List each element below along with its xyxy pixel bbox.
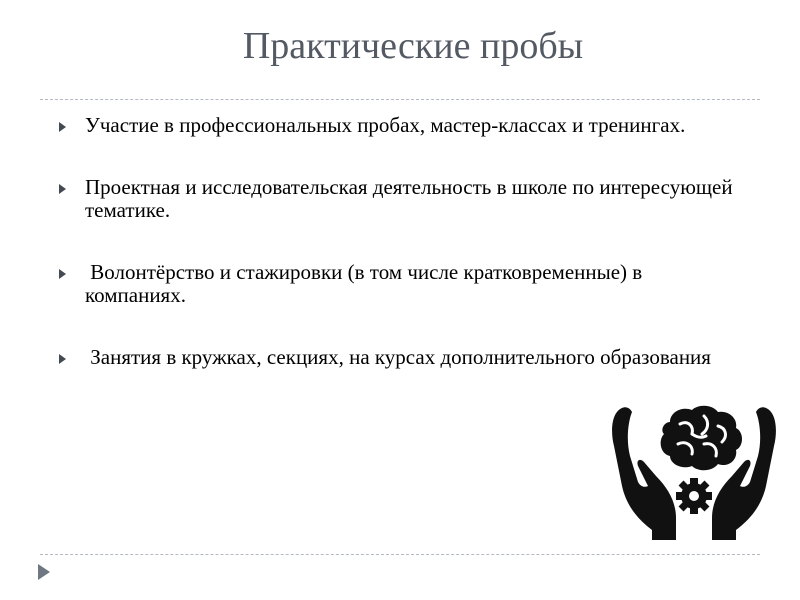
bullet-text: Участие в профессиональных пробах, мастер-классах и тренингах. (85, 113, 686, 137)
hands-holding-brain-gear-icon (608, 400, 780, 550)
play-triangle-icon[interactable] (38, 564, 50, 580)
bullet-item (58, 261, 748, 307)
bullet-arrow-icon (59, 269, 66, 279)
bullet-list (58, 114, 748, 408)
bullet-item (58, 176, 748, 222)
bullet-arrow-icon (59, 184, 66, 194)
slide-title: Практические пробы (242, 25, 584, 67)
bullet-arrow-icon (59, 354, 66, 364)
top-divider (40, 99, 760, 100)
bullet-arrow-icon (59, 122, 66, 132)
bottom-divider (40, 554, 760, 555)
bullet-text: Волонтёрство и стажировки (в том числе кратковременные) в компаниях. (85, 260, 648, 307)
bullet-item (58, 346, 748, 369)
bullet-text: Проектная и исследовательская деятельность в школе по интересующей тематике. (85, 175, 733, 222)
bullet-text: Занятия в кружках, секциях, на курсах дополнительного образования (85, 345, 711, 369)
bullet-item (58, 114, 748, 137)
